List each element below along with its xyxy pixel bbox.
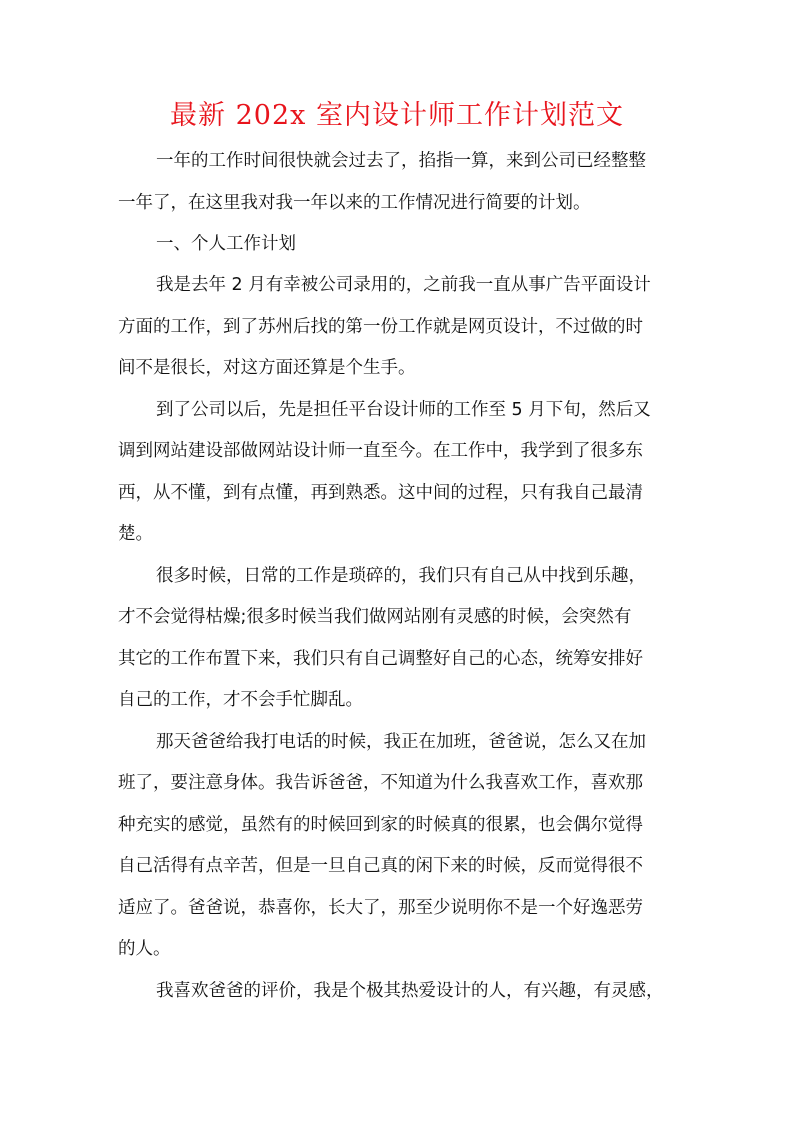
paragraph-line: 楚。 xyxy=(118,524,153,544)
paragraph-line: 间不是很长，对这方面还算是个生手。 xyxy=(118,358,416,378)
paragraph-line: 才不会觉得枯燥;很多时候当我们做网站刚有灵感的时候，会突然有 xyxy=(118,607,632,627)
paragraph-line: 我喜欢爸爸的评价，我是个极其热爱设计的人，有兴趣，有灵感， xyxy=(156,981,664,1001)
paragraph-line: 我是去年 2 月有幸被公司录用的，之前我一直从事广告平面设计 xyxy=(156,275,651,295)
paragraph-line: 班了，要注意身体。我告诉爸爸，不知道为什么我喜欢工作，喜欢那 xyxy=(118,773,643,793)
paragraph-line: 到了公司以后，先是担任平台设计师的工作至 5 月下旬，然后又 xyxy=(156,400,651,420)
paragraph-line: 适应了。爸爸说，恭喜你，长大了，那至少说明你不是一个好逸恶劳 xyxy=(118,898,643,918)
section-heading: 一、个人工作计划 xyxy=(156,234,296,254)
document-title: 最新 202x 室内设计师工作计划范文 xyxy=(170,100,624,131)
paragraph-line: 自己活得有点辛苦，但是一旦自己真的闲下来的时候，反而觉得很不 xyxy=(118,856,643,876)
paragraph-line: 那天爸爸给我打电话的时候，我正在加班，爸爸说，怎么又在加 xyxy=(156,732,646,752)
paragraph-line: 西，从不懂，到有点懂，再到熟悉。这中间的过程，只有我自己最清 xyxy=(118,483,643,503)
paragraph-line: 一年的工作时间很快就会过去了，掐指一算，来到公司已经整整 xyxy=(156,151,646,171)
paragraph-line: 一年了，在这里我对我一年以来的工作情况进行简要的计划。 xyxy=(118,193,591,213)
paragraph-line: 很多时候，日常的工作是琐碎的，我们只有自己从中找到乐趣， xyxy=(156,566,646,586)
paragraph-line: 调到网站建设部做网站设计师一直至今。在工作中，我学到了很多东 xyxy=(118,441,643,461)
paragraph-line: 方面的工作，到了苏州后找的第一份工作就是网页设计，不过做的时 xyxy=(118,317,643,337)
paragraph-line: 的人。 xyxy=(118,939,171,959)
paragraph-line: 其它的工作布置下来，我们只有自己调整好自己的心态，统筹安排好 xyxy=(118,649,643,669)
paragraph-line: 种充实的感觉，虽然有的时候回到家的时候真的很累，也会偶尔觉得 xyxy=(118,815,643,835)
paragraph-line: 自己的工作，才不会手忙脚乱。 xyxy=(118,690,363,710)
